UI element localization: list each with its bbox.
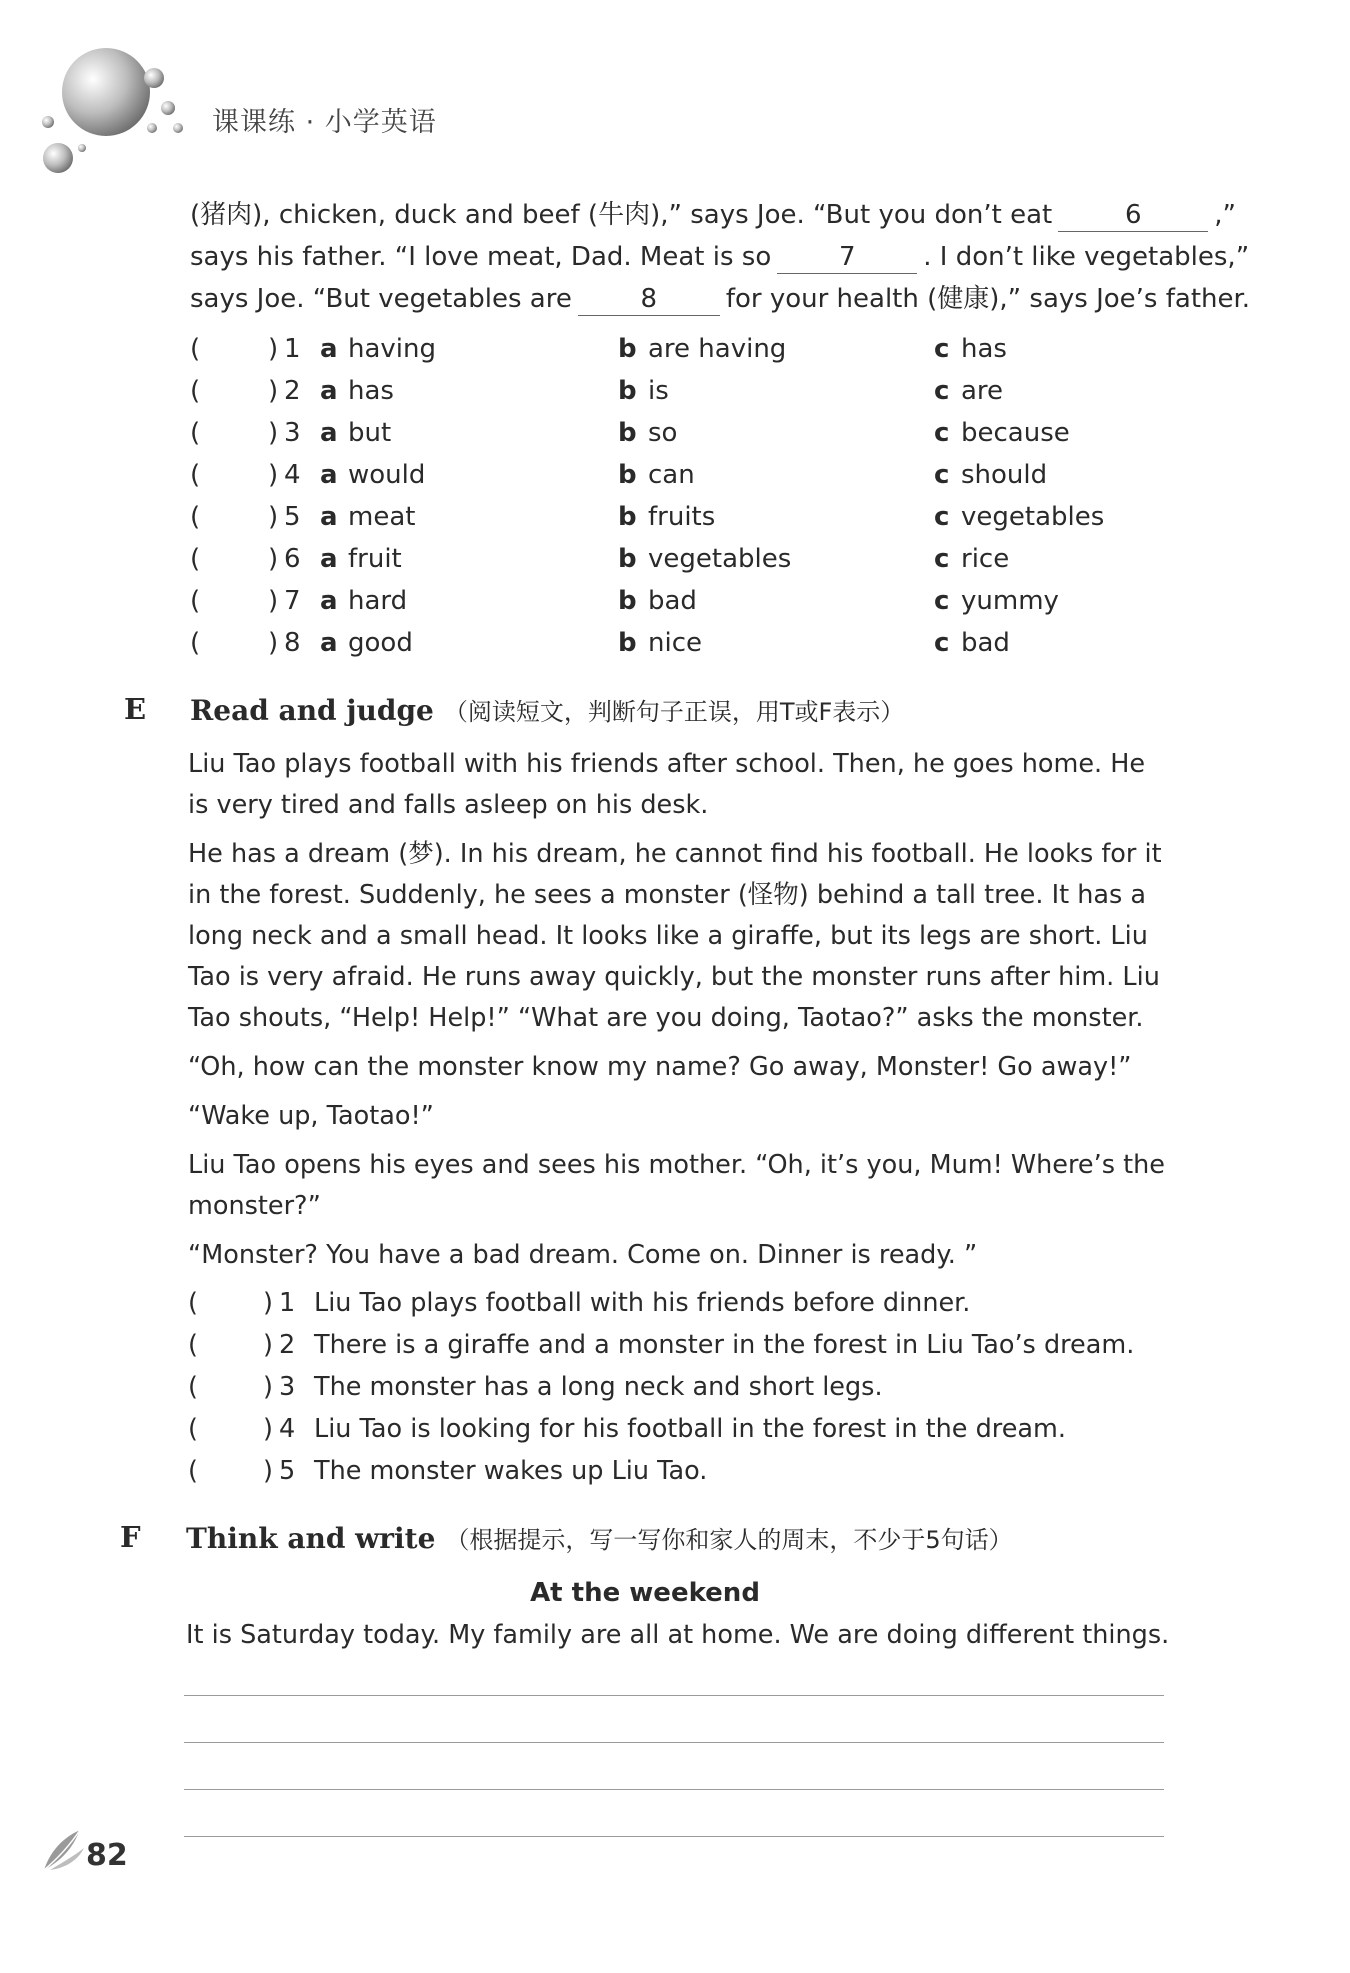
option-c-text: should (961, 460, 1048, 490)
passage-paragraph: Liu Tao opens his eyes and sees his mother. “Oh, it’s you, Mum! Where’s the monster?” (188, 1150, 1165, 1221)
header-bubbles-decoration (28, 40, 208, 190)
statement-text: Liu Tao plays football with his friends before dinner. (314, 1288, 971, 1318)
blank-8[interactable]: 8 (578, 286, 720, 316)
statement-number: 5 (279, 1456, 296, 1486)
option-b-letter: b (618, 334, 637, 364)
choice-row (190, 502, 1190, 536)
answer-bracket-open[interactable]: ( (190, 544, 201, 574)
answer-bracket-open[interactable]: ( (190, 334, 201, 364)
section-e-letter: E (124, 692, 147, 726)
answer-bracket-close: ) (263, 1414, 273, 1444)
essay-prompt: It is Saturday today. My family are all at home. We are doing different things. (186, 1620, 1170, 1650)
question-number: 1 (284, 334, 301, 364)
writing-line[interactable] (184, 1789, 1164, 1790)
answer-bracket-close: ) (263, 1372, 273, 1402)
option-b-letter: b (618, 502, 637, 532)
statement-number: 1 (279, 1288, 296, 1318)
section-e-heading (190, 692, 904, 727)
passage-paragraph: He has a dream (梦). In his dream, he cannot find his football. He looks for it in the forest. Suddenly, he sees a monster (怪物) behind a tall tree. It has a long neck and a small head. It looks like a giraffe, but its legs are short. Liu Tao is very afraid. He runs away quickly, but the monster runs after him. Liu Tao shouts, “Help! Help!” “What are you doing, Taotao?” asks the monster. (188, 839, 1162, 1033)
writing-line[interactable] (184, 1742, 1164, 1743)
answer-bracket-close: ) (268, 544, 279, 574)
writing-line[interactable] (184, 1836, 1164, 1837)
answer-bracket-open[interactable]: ( (188, 1330, 198, 1360)
option-a-letter: a (320, 628, 338, 658)
option-b-text: bad (648, 586, 697, 616)
option-b-text: can (648, 460, 695, 490)
answer-bracket-close: ) (268, 502, 279, 532)
judge-statement (188, 1288, 1188, 1322)
judge-statement (188, 1456, 1188, 1490)
answer-bracket-open[interactable]: ( (188, 1372, 198, 1402)
choice-row (190, 544, 1190, 578)
option-c-letter: c (934, 628, 950, 658)
statement-text: The monster wakes up Liu Tao. (314, 1456, 708, 1486)
option-b-text: are having (648, 334, 787, 364)
question-number: 2 (284, 376, 301, 406)
answer-bracket-open[interactable]: ( (190, 502, 201, 532)
passage-paragraph: Liu Tao plays football with his friends after school. Then, he goes home. He is very tired and falls asleep on his desk. (188, 749, 1146, 820)
option-b-letter: b (618, 586, 637, 616)
writing-line[interactable] (184, 1695, 1164, 1696)
answer-bracket-close: ) (268, 418, 279, 448)
answer-bracket-close: ) (263, 1288, 273, 1318)
option-b-letter: b (618, 628, 637, 658)
option-a-letter: a (320, 334, 338, 364)
blank-7[interactable]: 7 (777, 244, 917, 274)
passage-paragraph: “Monster? You have a bad dream. Come on. Dinner is ready. ” (188, 1240, 978, 1270)
statement-number: 2 (279, 1330, 296, 1360)
answer-bracket-open[interactable]: ( (190, 460, 201, 490)
section-f-instruction: （根据提示，写一写你和家人的周末，不少于5句话） (445, 1526, 1013, 1554)
option-c-text: are (961, 376, 1004, 406)
passage-text: for your health (健康),” says Joe’s father. (725, 284, 1251, 314)
question-number: 4 (284, 460, 301, 490)
judge-statement (188, 1372, 1188, 1406)
leaf-icon (40, 1826, 88, 1874)
option-a-text: but (348, 418, 392, 448)
statement-number: 4 (279, 1414, 296, 1444)
option-c-letter: c (934, 544, 950, 574)
statement-text: The monster has a long neck and short legs. (314, 1372, 883, 1402)
option-c-text: vegetables (961, 502, 1105, 532)
question-number: 7 (284, 586, 301, 616)
answer-bracket-close: ) (263, 1330, 273, 1360)
option-b-letter: b (618, 544, 637, 574)
choice-row (190, 460, 1190, 494)
option-b-text: is (648, 376, 669, 406)
option-a-text: fruit (348, 544, 402, 574)
passage-paragraph: “Wake up, Taotao!” (188, 1101, 434, 1131)
statement-text: There is a giraffe and a monster in the forest in Liu Tao’s dream. (314, 1330, 1135, 1360)
question-number: 6 (284, 544, 301, 574)
option-b-text: nice (648, 628, 702, 658)
option-a-text: having (348, 334, 437, 364)
question-number: 3 (284, 418, 301, 448)
option-b-text: so (648, 418, 678, 448)
option-a-letter: a (320, 586, 338, 616)
option-a-text: good (348, 628, 413, 658)
judge-statement (188, 1414, 1188, 1448)
passage-line-1 (190, 202, 1236, 232)
option-a-text: would (348, 460, 426, 490)
choice-row (190, 628, 1190, 662)
passage-text: says Joe. “But vegetables are (190, 284, 572, 314)
option-a-text: meat (348, 502, 416, 532)
reading-passage (188, 744, 1173, 1276)
passage-paragraph: “Oh, how can the monster know my name? Go away, Monster! Go away!” (188, 1052, 1132, 1082)
section-f-title: Think and write (186, 1522, 436, 1555)
passage-line-3 (190, 286, 1250, 316)
option-c-text: rice (961, 544, 1010, 574)
option-a-letter: a (320, 376, 338, 406)
option-b-text: fruits (648, 502, 716, 532)
passage-text: says his father. “I love meat, Dad. Meat is so (190, 242, 772, 272)
option-a-text: hard (348, 586, 408, 616)
answer-bracket-close: ) (268, 460, 279, 490)
option-b-text: vegetables (648, 544, 792, 574)
section-f-letter: F (120, 1520, 141, 1554)
option-c-letter: c (934, 502, 950, 532)
option-c-text: bad (961, 628, 1010, 658)
question-number: 5 (284, 502, 301, 532)
choice-row (190, 376, 1190, 410)
option-b-letter: b (618, 418, 637, 448)
option-c-letter: c (934, 586, 950, 616)
option-c-letter: c (934, 460, 950, 490)
section-e-title: Read and judge (190, 694, 434, 727)
passage-text: . I don’t like vegetables,” (923, 242, 1250, 272)
page-number: 82 (86, 1838, 128, 1873)
section-e-instruction: （阅读短文，判断句子正误，用T或F表示） (443, 698, 905, 726)
statement-text: Liu Tao is looking for his football in the forest in the dream. (314, 1414, 1066, 1444)
answer-bracket-open[interactable]: ( (188, 1414, 198, 1444)
answer-bracket-open[interactable]: ( (190, 586, 201, 616)
option-a-letter: a (320, 544, 338, 574)
answer-bracket-close: ) (268, 334, 279, 364)
choice-row (190, 418, 1190, 452)
answer-bracket-open[interactable]: ( (190, 628, 201, 658)
answer-bracket-close: ) (268, 586, 279, 616)
choice-row (190, 334, 1190, 368)
answer-bracket-open[interactable]: ( (190, 418, 201, 448)
option-c-text: has (961, 334, 1007, 364)
answer-bracket-open[interactable]: ( (190, 376, 201, 406)
option-a-letter: a (320, 502, 338, 532)
answer-bracket-close: ) (268, 376, 279, 406)
passage-text: ,” (1214, 200, 1236, 230)
option-b-letter: b (618, 376, 637, 406)
option-b-letter: b (618, 460, 637, 490)
header-title: 课课练 · 小学英语 (212, 107, 437, 138)
essay-title: At the weekend (530, 1578, 760, 1608)
option-a-letter: a (320, 460, 338, 490)
passage-text: (猪肉), chicken, duck and beef (牛肉),” says Joe. “But you don’t eat (190, 200, 1053, 230)
option-c-letter: c (934, 334, 950, 364)
option-c-letter: c (934, 418, 950, 448)
answer-bracket-open[interactable]: ( (188, 1288, 198, 1318)
choice-row (190, 586, 1190, 620)
option-a-text: has (348, 376, 394, 406)
answer-bracket-open[interactable]: ( (188, 1456, 198, 1486)
question-number: 8 (284, 628, 301, 658)
answer-bracket-close: ) (263, 1456, 273, 1486)
option-c-letter: c (934, 376, 950, 406)
option-c-text: yummy (961, 586, 1059, 616)
statement-number: 3 (279, 1372, 296, 1402)
option-c-text: because (961, 418, 1070, 448)
answer-bracket-close: ) (268, 628, 279, 658)
passage-line-2 (190, 244, 1249, 274)
option-a-letter: a (320, 418, 338, 448)
judge-statement (188, 1330, 1188, 1364)
section-f-heading (186, 1520, 1013, 1555)
blank-6[interactable]: 6 (1058, 202, 1208, 232)
